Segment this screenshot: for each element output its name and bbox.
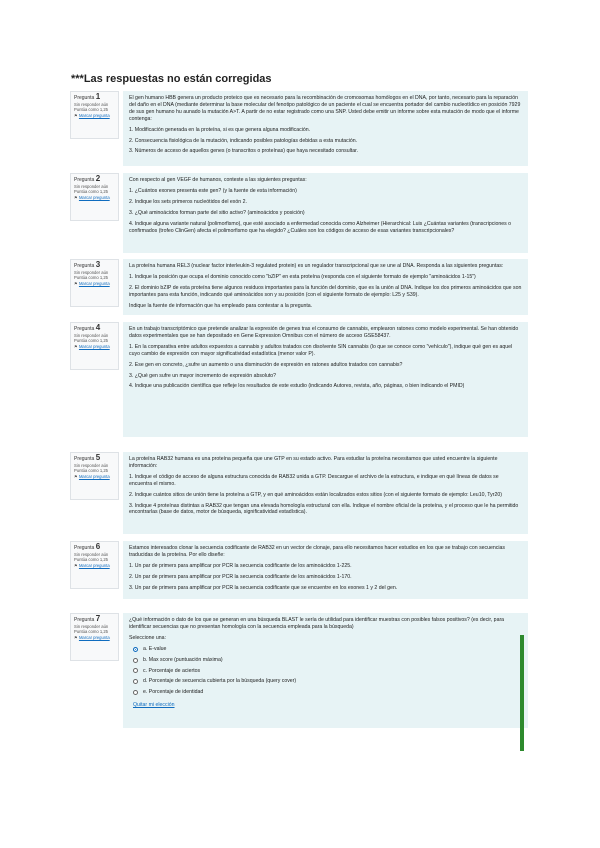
question-3 [70,259,528,315]
progress-bar [520,635,524,751]
radio-button[interactable] [133,690,138,695]
flag-icon: ⚑ [74,280,78,286]
question-info: Pregunta 5 Sin responder aún Puntúa como 1,25 ⚑ Marcar pregunta [70,452,119,500]
question-info: Pregunta 1 Sin responder aún Puntúa como 1,25 ⚑ Marcar pregunta [70,91,119,139]
question-5 [70,452,528,534]
question-status: Sin responder aún [74,551,109,557]
flag-question-link[interactable]: Marcar pregunta [78,112,110,118]
question-points: Puntúa como 1,25 [74,107,108,113]
flag-icon: ⚑ [74,473,78,479]
flag-question-link[interactable]: Marcar pregunta [78,343,110,349]
question-prompt: ¿Qué información o dato de los que se generan en una búsqueda BLAST le sería de utilidad para identificar muestras con posibles falsos positivos? (es decir, para identificar secuencias que no presentan homología con la secuencia empleada para la búsqueda) [129,617,505,630]
question-number: 7 [95,614,101,623]
question-status: Sin responder aún [74,462,109,468]
question-info: Pregunta 4 Sin responder aún Puntúa como 1,25 ⚑ Marcar pregunta [70,322,119,370]
question-status: Sin responder aún [74,623,109,629]
question-points: Puntúa como 1,25 [74,189,108,195]
question-7 [70,613,528,728]
flag-question-link[interactable]: Marcar pregunta [78,280,110,286]
flag-question-link[interactable]: Marcar pregunta [78,194,110,200]
question-points: Puntúa como 1,25 [74,338,108,344]
option-a[interactable]: a. E-value [133,646,522,653]
option-c[interactable]: c. Porcentaje de aciertos [133,668,522,675]
radio-button[interactable] [133,679,138,684]
question-number: 1 [95,92,101,101]
question-info: Pregunta 6 Sin responder aún Puntúa como 1,25 ⚑ Marcar pregunta [70,541,119,589]
question-text: La proteína humana REL3 (nuclear factor interleukin-3 regulated protein) es un regulador transcripcional que se une al DNA. Responda a las siguientes preguntas: 1. Indique la posición que ocupa el dominio conocido como "bZIP" en esta proteína (responda con el siguiente formato de ejemplo "aminoácidos 1-15") 2. El dominio bZIP de esta proteína tiene algunos residuos importantes para la función del dominio, que es la unión al DNA. Indique los dos primeros aminoácidos que son importantes para esta función, indicando qué aminoácidos son y su posición (con el siguiente formato de ejemplo: L25 y S39). Indique la fuente de información que ha empleado para contestar a la pregunta. [123,259,528,315]
question-number: 4 [95,323,101,332]
question-points: Puntúa como 1,25 [74,468,108,474]
question-text: Estamos interesados clonar la secuencia codificante de RAB32 en un vector de clonaje, para ello necesitamos hacer estudios en los que se trabajo con secuencias traducidas de la proteína. Por ello diseñe: 1. Un par de primers para amplificar por PCR la secuencia codificante de los aminoácidos 1-225. 2. Un par de primers para amplificar por PCR la secuencia codificante de los aminoácidos 1-170. 3. Un par de primers para amplificar por PCR la secuencia codificante que se encuentre en los exones 1 y 2 del gen. [123,541,528,599]
question-number: 5 [95,453,101,462]
flag-icon: ⚑ [74,194,78,200]
radio-button[interactable] [133,668,138,673]
question-points: Puntúa como 1,25 [74,557,108,563]
radio-button[interactable] [133,647,138,652]
page-heading: ***Las respuestas no están corregidas [71,73,272,85]
option-d[interactable]: d. Porcentaje de secuencia cubierta por la búsqueda (query cover) [133,678,522,685]
question-4 [70,322,528,437]
question-text: El gen humano HBB genera un producto proteico que es necesario para la recombinación de cromosomas homólogos en el DNA, por tanto, necesario para la reparación del daño en el DNA (mediante determinar la base molecular del fenotipo patológico de un paciente el cual se encuentra portador del cambio nucleotídico en posición 7929 de sus gen humano hu aunado la mutación A>T. A partir de no estar registrado como una SNP. Usted debe emitir un informe sobre esta mutación de modo que el informe contenga: 1. Modificación generada en la proteína, si es que genera alguna modificación. 2. Consecuencia fisiológica de la mutación, indicando posibles patologías debidas a esta mutación. 3. Números de acceso de aquellos genes (o transcritos o proteínas) que haya necesitado consultar. [123,91,528,166]
question-6 [70,541,528,599]
question-number: 3 [95,260,101,269]
clear-choice-link[interactable]: Quitar mi elección [133,702,175,709]
flag-icon: ⚑ [74,343,78,349]
flag-question-link[interactable]: Marcar pregunta [78,562,110,568]
question-status: Sin responder aún [74,101,109,107]
select-prompt: Seleccione una: [129,634,166,641]
question-info: Pregunta 3 Sin responder aún Puntúa como 1,25 ⚑ Marcar pregunta [70,259,119,307]
question-number: 6 [95,542,101,551]
question-info: Pregunta 2 Sin responder aún Puntúa como 1,25 ⚑ Marcar pregunta [70,173,119,221]
question-2 [70,173,528,253]
question-text: La proteína RAB32 humana es una proteína pequeña que une GTP en su estado activo. Para estudiar la proteína necesitamos que usted encuentre la siguiente información: 1. Indique el código de acceso de alguna estructura conocida de RAB32 unida a GTP. Descargue el archivo de la estructura, e indique en qué líneas de datos se encuentra el mismo. 2. Indique cuántos sitios de unión tiene la proteína a GTP, y en qué aminoácidos están localizados estos sitios (con el siguiente formato de ejemplo: Leu10, Tyr20) 3. Indique 4 proteínas distintas a RAB32 que tengan una elevada homología estructural con ella. Indique el nombre oficial de la proteína, y el proceso que le ha permitido encontrarlas (base de datos, motor de búsqueda, significatividad estadística). [123,452,528,534]
option-b[interactable]: b. Max score (puntuación máxima) [133,657,522,664]
question-info: Pregunta 7 Sin responder aún Puntúa como 1,25 ⚑ Marcar pregunta [70,613,119,661]
question-number: 2 [95,174,101,183]
flag-icon: ⚑ [74,562,78,568]
option-e[interactable]: e. Porcentaje de identidad [133,689,522,696]
question-points: Puntúa como 1,25 [74,629,108,635]
radio-button[interactable] [133,658,138,663]
flag-question-link[interactable]: Marcar pregunta [78,473,110,479]
question-points: Puntúa como 1,25 [74,275,108,281]
question-status: Sin responder aún [74,183,109,189]
question-status: Sin responder aún [74,269,109,275]
flag-icon: ⚑ [74,634,78,640]
question-1 [70,91,528,166]
question-text: Con respecto al gen VEGF de humanos, conteste a las siguientes preguntas: 1. ¿Cuántos exones presenta este gen? (y la fuente de esta información) 2. Indique los sets primeros nucleótidos del exón 2. 3. ¿Qué aminoácidos forman parte del sitio activo? (aminoácidos y posición) 4. Indique alguna variante natural (polimorfismo), que esté asociado a enfermedad conocida como Alzheimer (Hierarchical: Luis ¿Cuántas variantes (transcripciones o confirmados (trofeo ClinGen) afecta el polimorfismo que ha elegido? ¿Cuáles son los códigos de acceso de esas variantes transcripcionales? [123,173,528,253]
flag-question-link[interactable]: Marcar pregunta [78,634,110,640]
question-text [123,613,528,728]
question-text: En un trabajo transcriptómico que pretende analizar la expresión de genes tras el consumo de cannabis, emplearon ratones como modelo experimental. Se han obtenido datos experimentales que se han depositado en Gene Expression Omnibus con el número de acceso GSE58437. 1. En la comparativa entre adultos expuestos a cannabis y adultos tratados con disolvente SIN cannabis (lo que se conoce como "vehículo"), indique qué gen es aquel cuyo cambio de expresión con mayor significatividad estadística (menor valor P). 2. Ese gen en concreto, ¿sufre un aumento o una disminución de expresión en ratones adultos tratados con cannabis? 3. ¿Qué gen sufre un mayor incremento de expresión absoluto? 4. Indique una publicación científica que refleje los resultados de este estudio (indicando Autores, revista, año, páginas, o bien indicando el PMID) [123,322,528,437]
question-status: Sin responder aún [74,332,109,338]
flag-icon: ⚑ [74,112,78,118]
